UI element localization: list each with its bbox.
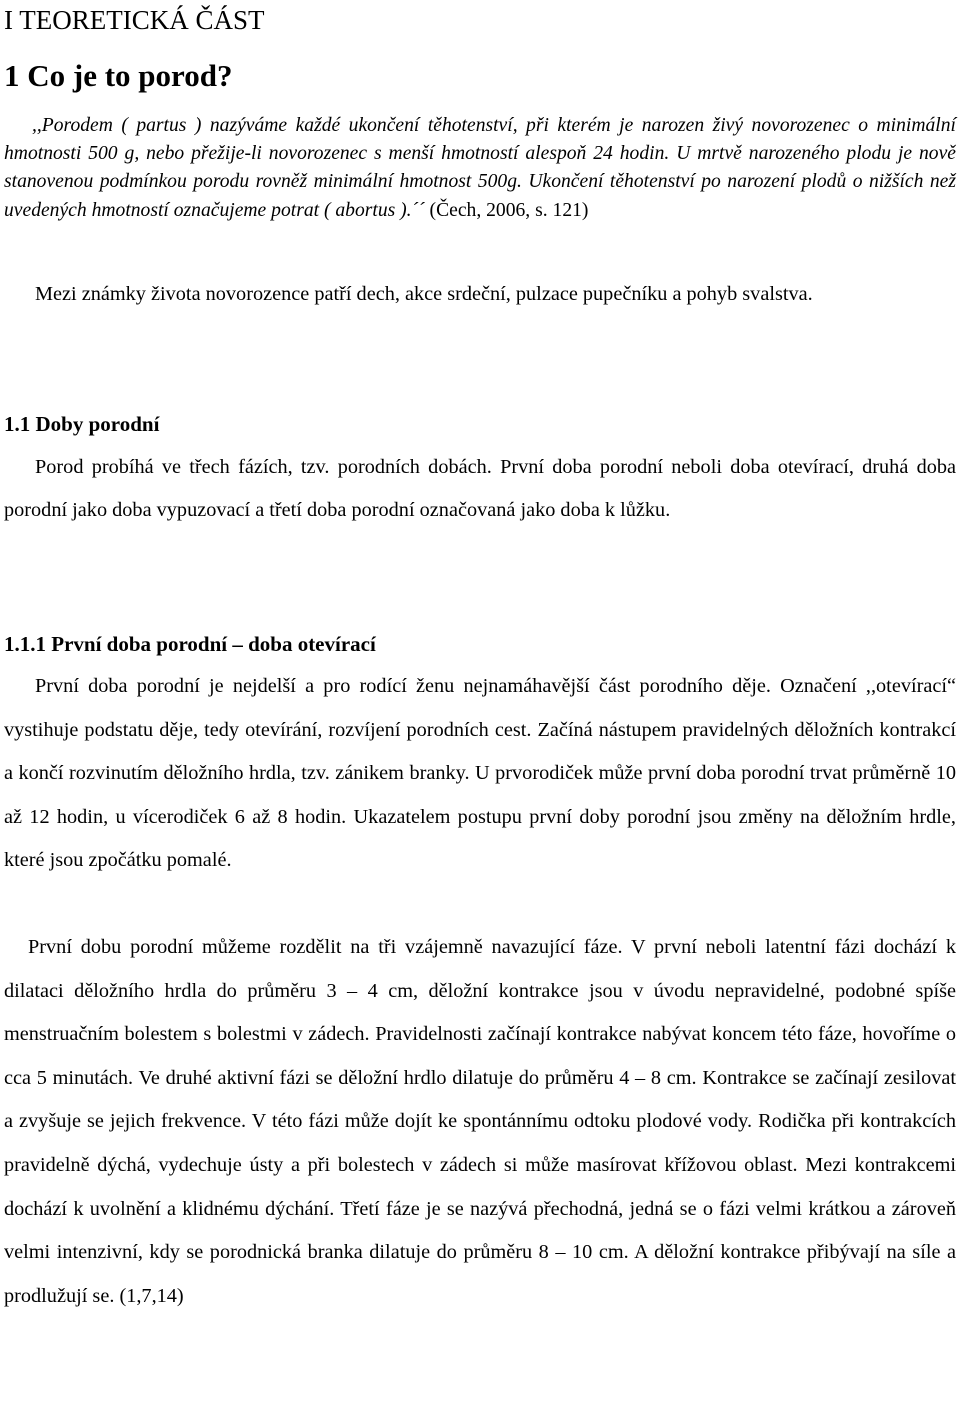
section-heading-1-1: 1.1 Doby porodní	[4, 412, 160, 436]
paragraph-first-stage-phases: První dobu porodní můžeme rozdělit na tři vzájemně navazující fáze. V první neboli latentní fázi dochází k dilataci děložního hrdla do průměru 3 – 4 cm, děložní kontrakce jsou v úvodu nepravidelné, podobné spíše menstruačním bolestem s bolestmi v zádech. Pravidelnosti začínají kontrakce nabývat koncem této fáze, hovoříme o cca 5 minutách. Ve druhé aktivní fázi se děložní hrdlo dilatuje do průměru 4 – 8 cm. Kontrakce se začínají zesilovat a zvyšuje se jejich frekvence. V této fázi může dojít ke spontánnímu odtoku plodové vody. Rodička při kontrakcích pravidelně dýchá, vydechuje ústy a při bolestech v zádech si může masírovat křížovou oblast. Mezi kontrakcemi dochází k uvolnění a klidnému dýchání. Třetí fáze je se nazývá přechodná, jedná se o fázi velmi krátkou a zároveň velmi intenzivní, kdy se porodnická branka dilatuje do průměru 8 – 10 cm. A děložní kontrakce přibývají na síle a prodlužují se. (1,7,14)	[4, 936, 956, 1307]
definition-quote	[4, 112, 956, 225]
section-heading-1-1-1: 1.1.1 První doba porodní – doba otevírací	[4, 632, 376, 656]
paragraph-labor-stages: Porod probíhá ve třech fázích, tzv. porodních dobách. První doba porodní neboli doba otevírací, druhá doba porodní jako doba vypuzovací a třetí doba porodní označovaná jako doba k lůžku.	[4, 456, 956, 522]
paragraph-first-stage: První doba porodní je nejdelší a pro rodící ženu nejnamáhavější část porodního děje. Označení ,,otevírací“ vystihuje podstatu děje, tedy otevírání, rozvíjení porodních cest. Začíná nástupem pravidelných děložních kontrakcí a končí rozvinutím děložního hrdla, tzv. zánikem branky. U prvorodiček může první doba porodní trvat průměrně 10 až 12 hodin, u vícerodiček 6 až 8 hodin. Ukazatelem postupu první doby porodní jsou změny na děložním hrdle, které jsou zpočátku pomalé.	[4, 675, 956, 871]
chapter-title: 1 Co je to porod?	[4, 58, 233, 93]
quote-text: ,,Porodem ( partus ) nazýváme každé ukončení těhotenství, při kterém je narozen živý novorozenec o minimální hmotnosti 500 g, nebo přežije-li novorozenec s menší hmotností alespoň 24 hodin. U mrtvě narozeného plodu je nově stanovenou podmínkou porodu rovněž minimální hmotnost 500g. Ukončení těhotenství po narození plodů o nižších než uvedených hmotností označujeme potrat ( abortus ).´´	[4, 115, 956, 221]
quote-citation: (Čech, 2006, s. 121)	[424, 199, 589, 221]
paragraph-signs-of-life: Mezi známky života novorozence patří dech, akce srdeční, pulzace pupečníku a pohyb svalstva.	[35, 283, 813, 305]
part-title: I TEORETICKÁ ČÁST	[4, 5, 265, 35]
